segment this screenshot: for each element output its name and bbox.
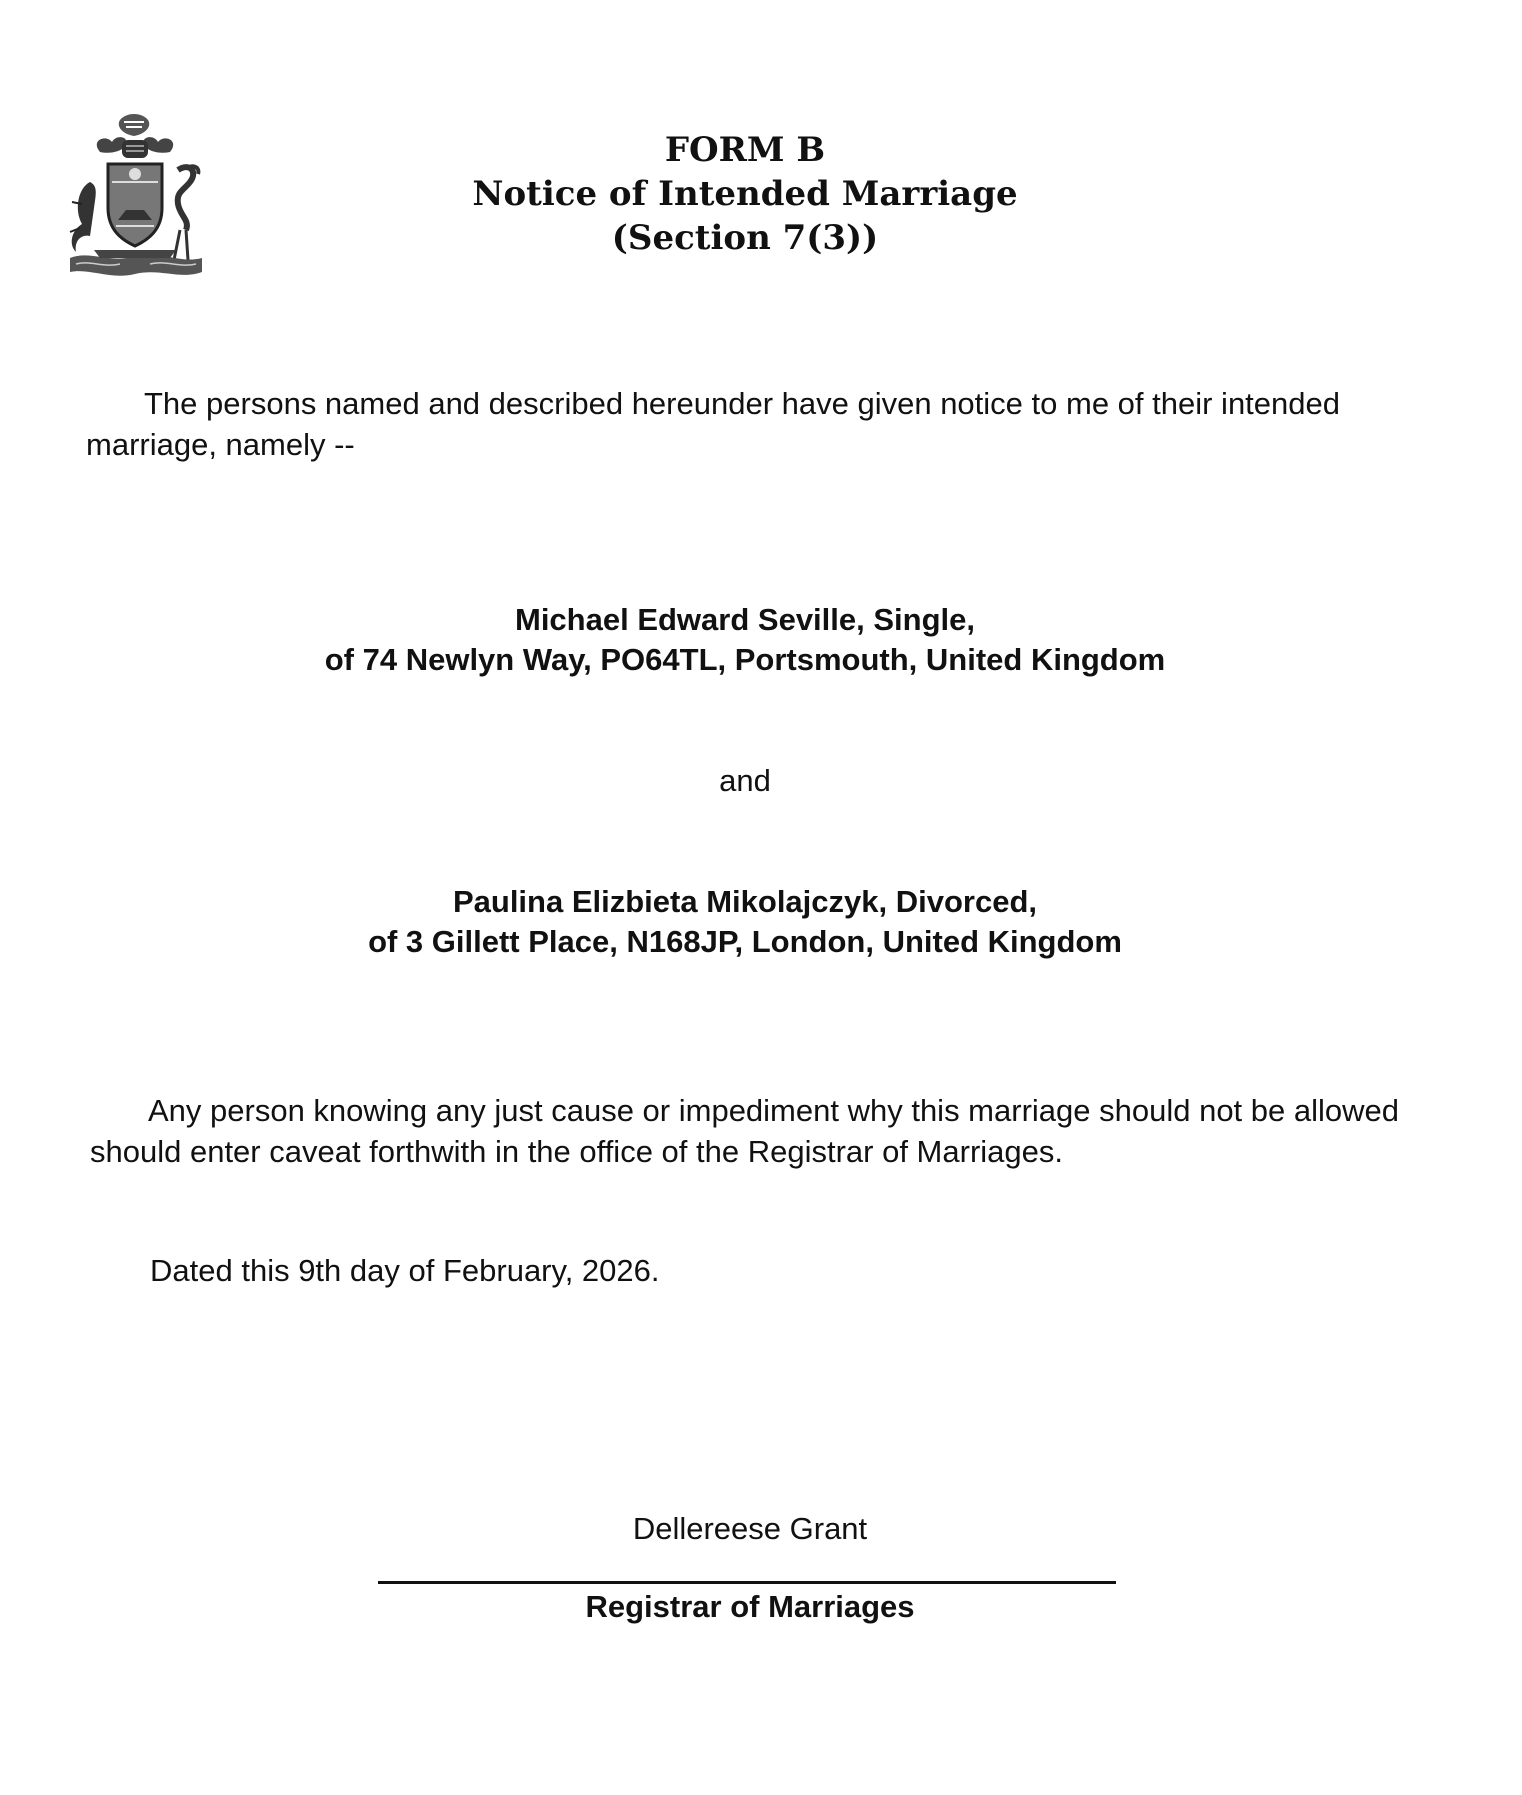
party-two-address: of 3 Gillett Place, N168JP, London, United Kingdom	[368, 924, 1122, 959]
intro-paragraph: The persons named and described hereunder have given notice to me of their intended marriage, namely --	[86, 386, 1340, 462]
signature-line	[378, 1581, 1116, 1584]
party-one-name: Michael Edward Seville, Single,	[515, 602, 975, 637]
signer-name: Dellereese Grant	[632, 1511, 868, 1546]
party-two-name: Paulina Elizbieta Mikolajczyk, Divorced,	[452, 884, 1038, 919]
form-label: FORM B	[664, 130, 826, 170]
form-title: Notice of Intended Marriage	[472, 174, 1018, 214]
party-one-address: of 74 Newlyn Way, PO64TL, Portsmouth, United Kingdom	[324, 642, 1166, 677]
form-section-reference: (Section 7(3))	[611, 218, 879, 258]
signer-title: Registrar of Marriages	[585, 1589, 915, 1624]
conjunction-and: and	[719, 763, 771, 798]
party-one-block	[0, 600, 1490, 680]
dated-line: Dated this 9th day of February, 2026.	[150, 1253, 660, 1288]
party-two-block	[0, 882, 1490, 962]
form-header	[0, 128, 1490, 260]
caveat-paragraph: Any person knowing any just cause or impediment why this marriage should not be allowed should enter caveat forthwith in the office of the Registrar of Marriages.	[90, 1093, 1400, 1169]
